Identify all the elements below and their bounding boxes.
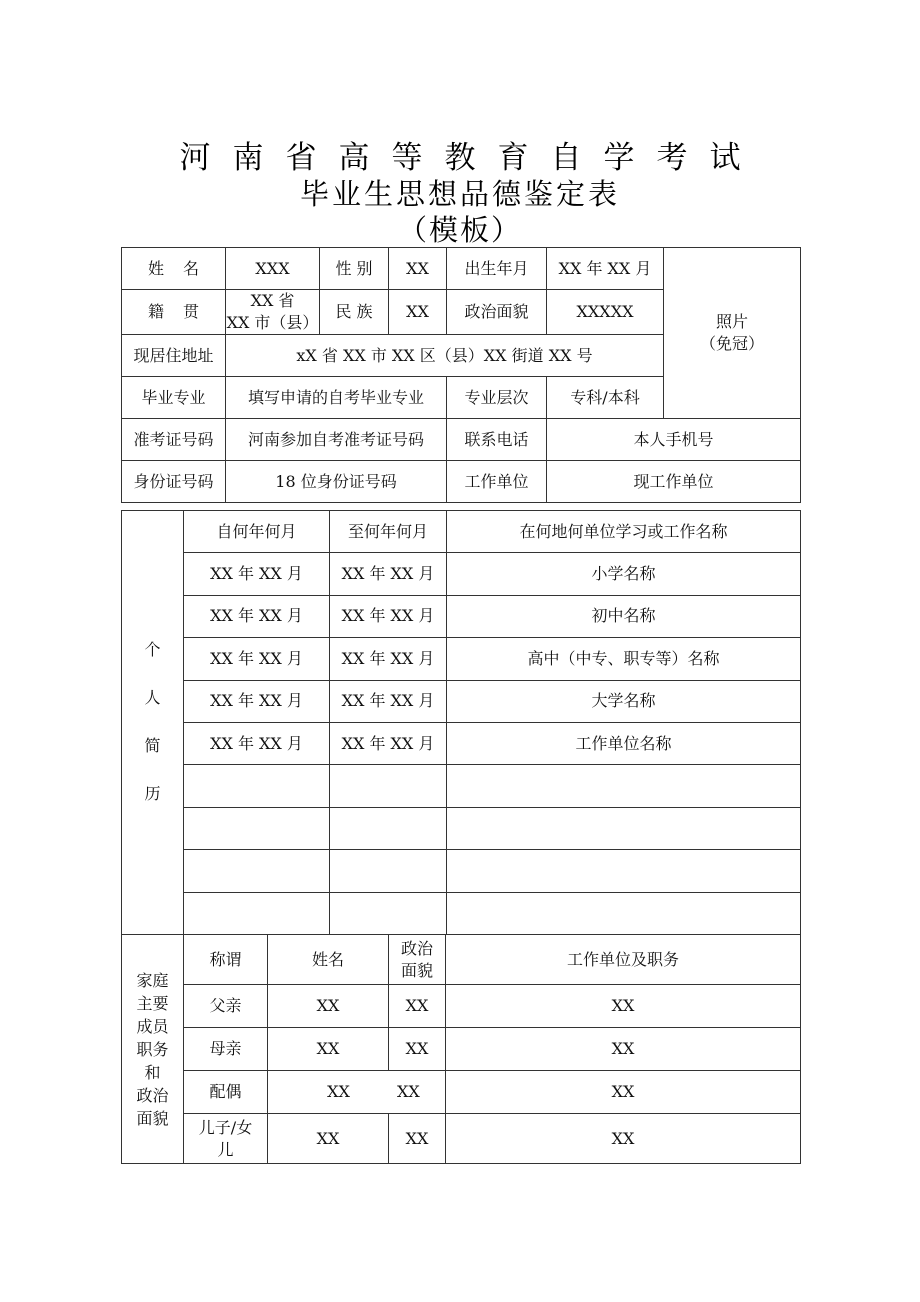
resume-header-from: 自何年何月 (184, 511, 330, 553)
native-value[interactable] (226, 290, 320, 335)
family-row (122, 1114, 801, 1164)
family-table (121, 934, 801, 1164)
resume-row (122, 553, 801, 595)
birth-value[interactable]: XX 年 XX 月 (547, 248, 664, 290)
family-relation: 父亲 (184, 985, 268, 1028)
family-label-line: 主要 (136, 993, 169, 1013)
basic-info-table (121, 247, 801, 503)
family-work[interactable]: XX (446, 1071, 801, 1114)
resume-place[interactable]: 大学名称 (447, 680, 801, 722)
native-label: 籍 贯 (122, 290, 226, 335)
resume-char: 个 (144, 640, 161, 660)
title-line-1: 河南省高等教育自学考试 (179, 140, 763, 176)
resume-place[interactable]: 高中（中专、职专等）名称 (447, 638, 801, 680)
photo-note: （免冠） (699, 334, 764, 353)
family-header-name: 姓名 (268, 935, 389, 985)
exam-no-label: 准考证号码 (122, 419, 226, 461)
resume-from[interactable]: XX 年 XX 月 (184, 595, 330, 637)
family-name[interactable]: XX (268, 1028, 389, 1071)
resume-from[interactable] (184, 850, 330, 892)
work-label: 工作单位 (447, 461, 547, 503)
resume-to[interactable]: XX 年 XX 月 (330, 553, 447, 595)
family-work[interactable]: XX (446, 1114, 801, 1164)
family-header-relation: 称谓 (184, 935, 268, 985)
resume-char: 历 (144, 784, 161, 804)
family-header-political-2: 面貌 (400, 960, 433, 980)
family-relation-line: 儿子/女 (198, 1117, 253, 1137)
native-city: XX 市（县） (226, 313, 319, 332)
resume-to[interactable]: XX 年 XX 月 (330, 638, 447, 680)
resume-section-label (122, 511, 184, 935)
family-relation-line: 儿 (217, 1139, 234, 1159)
phone-label: 联系电话 (447, 419, 547, 461)
resume-from[interactable]: XX 年 XX 月 (184, 553, 330, 595)
family-section-label (122, 935, 184, 1164)
family-relation: 母亲 (184, 1028, 268, 1071)
major-label: 毕业专业 (122, 377, 226, 419)
resume-row (122, 892, 801, 934)
resume-row (122, 722, 801, 764)
resume-place[interactable]: 初中名称 (447, 595, 801, 637)
resume-to[interactable]: XX 年 XX 月 (330, 595, 447, 637)
title-line-3: （模板） (397, 213, 522, 247)
resume-from[interactable] (184, 807, 330, 849)
family-label-line: 成员 (136, 1016, 169, 1036)
resume-to[interactable]: XX 年 XX 月 (330, 680, 447, 722)
resume-from[interactable]: XX 年 XX 月 (184, 722, 330, 764)
id-label: 身份证号码 (122, 461, 226, 503)
address-label: 现居住地址 (122, 335, 226, 377)
address-value[interactable]: xX 省 XX 市 XX 区（县）XX 街道 XX 号 (226, 335, 664, 377)
resume-char: 人 (144, 688, 161, 708)
level-value[interactable]: 专科/本科 (547, 377, 664, 419)
resume-to[interactable] (330, 892, 447, 934)
gender-value[interactable]: XX (389, 248, 447, 290)
name-value[interactable]: XXX (226, 248, 320, 290)
family-row (122, 1071, 801, 1114)
resume-row (122, 595, 801, 637)
family-relation (184, 1114, 268, 1164)
family-label-line: 政治 (136, 1085, 169, 1105)
resume-to[interactable] (330, 850, 447, 892)
resume-place[interactable]: 工作单位名称 (447, 722, 801, 764)
id-value[interactable]: 18 位身份证号码 (226, 461, 447, 503)
family-name: XX (327, 1082, 350, 1101)
family-political[interactable]: XX (389, 1114, 446, 1164)
resume-place[interactable] (447, 892, 801, 934)
resume-place[interactable] (447, 850, 801, 892)
level-label: 专业层次 (447, 377, 547, 419)
ethnic-label: 民 族 (320, 290, 389, 335)
resume-place[interactable]: 小学名称 (447, 553, 801, 595)
ethnic-value[interactable]: XX (389, 290, 447, 335)
family-political: XX (397, 1082, 420, 1101)
resume-table (121, 510, 801, 935)
family-header-work: 工作单位及职务 (446, 935, 801, 985)
resume-place[interactable] (447, 765, 801, 807)
resume-row (122, 807, 801, 849)
family-row (122, 985, 801, 1028)
resume-from[interactable] (184, 892, 330, 934)
resume-to[interactable] (330, 807, 447, 849)
family-name[interactable]: XX (268, 985, 389, 1028)
resume-to[interactable] (330, 765, 447, 807)
resume-place[interactable] (447, 807, 801, 849)
resume-to[interactable]: XX 年 XX 月 (330, 722, 447, 764)
family-row (122, 1028, 801, 1071)
native-province: XX 省 (250, 291, 295, 310)
resume-header-place: 在何地何单位学习或工作名称 (447, 511, 801, 553)
political-label: 政治面貌 (447, 290, 547, 335)
exam-no-value[interactable]: 河南参加自考准考证号码 (226, 419, 447, 461)
family-label-line: 职务 (136, 1039, 169, 1059)
political-value[interactable]: XXXXX (547, 290, 664, 335)
family-header-political (389, 935, 446, 985)
family-header-political-1: 政治 (400, 938, 433, 958)
family-label-line: 面貌 (136, 1108, 169, 1128)
family-work[interactable]: XX (446, 985, 801, 1028)
resume-row (122, 680, 801, 722)
resume-from[interactable] (184, 765, 330, 807)
family-label-line: 和 (144, 1062, 161, 1082)
resume-row (122, 765, 801, 807)
family-relation: 配偶 (184, 1071, 268, 1114)
family-political[interactable]: XX (389, 985, 446, 1028)
photo-cell[interactable] (664, 248, 801, 419)
family-name-political-merged[interactable] (268, 1071, 446, 1114)
resume-char: 简 (144, 736, 161, 756)
family-label-line: 家庭 (136, 970, 169, 990)
major-value[interactable]: 填写申请的自考毕业专业 (226, 377, 447, 419)
family-political[interactable]: XX (389, 1028, 446, 1071)
family-name[interactable]: XX (268, 1114, 389, 1164)
gender-label: 性 别 (320, 248, 389, 290)
resume-header-to: 至何年何月 (330, 511, 447, 553)
resume-from[interactable]: XX 年 XX 月 (184, 638, 330, 680)
family-work[interactable]: XX (446, 1028, 801, 1071)
work-value[interactable]: 现工作单位 (547, 461, 801, 503)
name-label: 姓 名 (122, 248, 226, 290)
birth-label: 出生年月 (447, 248, 547, 290)
phone-value[interactable]: 本人手机号 (547, 419, 801, 461)
resume-from[interactable]: XX 年 XX 月 (184, 680, 330, 722)
resume-row (122, 850, 801, 892)
title-line-2: 毕业生思想品德鉴定表 (299, 177, 620, 211)
resume-row (122, 638, 801, 680)
photo-label: 照片 (715, 312, 748, 331)
